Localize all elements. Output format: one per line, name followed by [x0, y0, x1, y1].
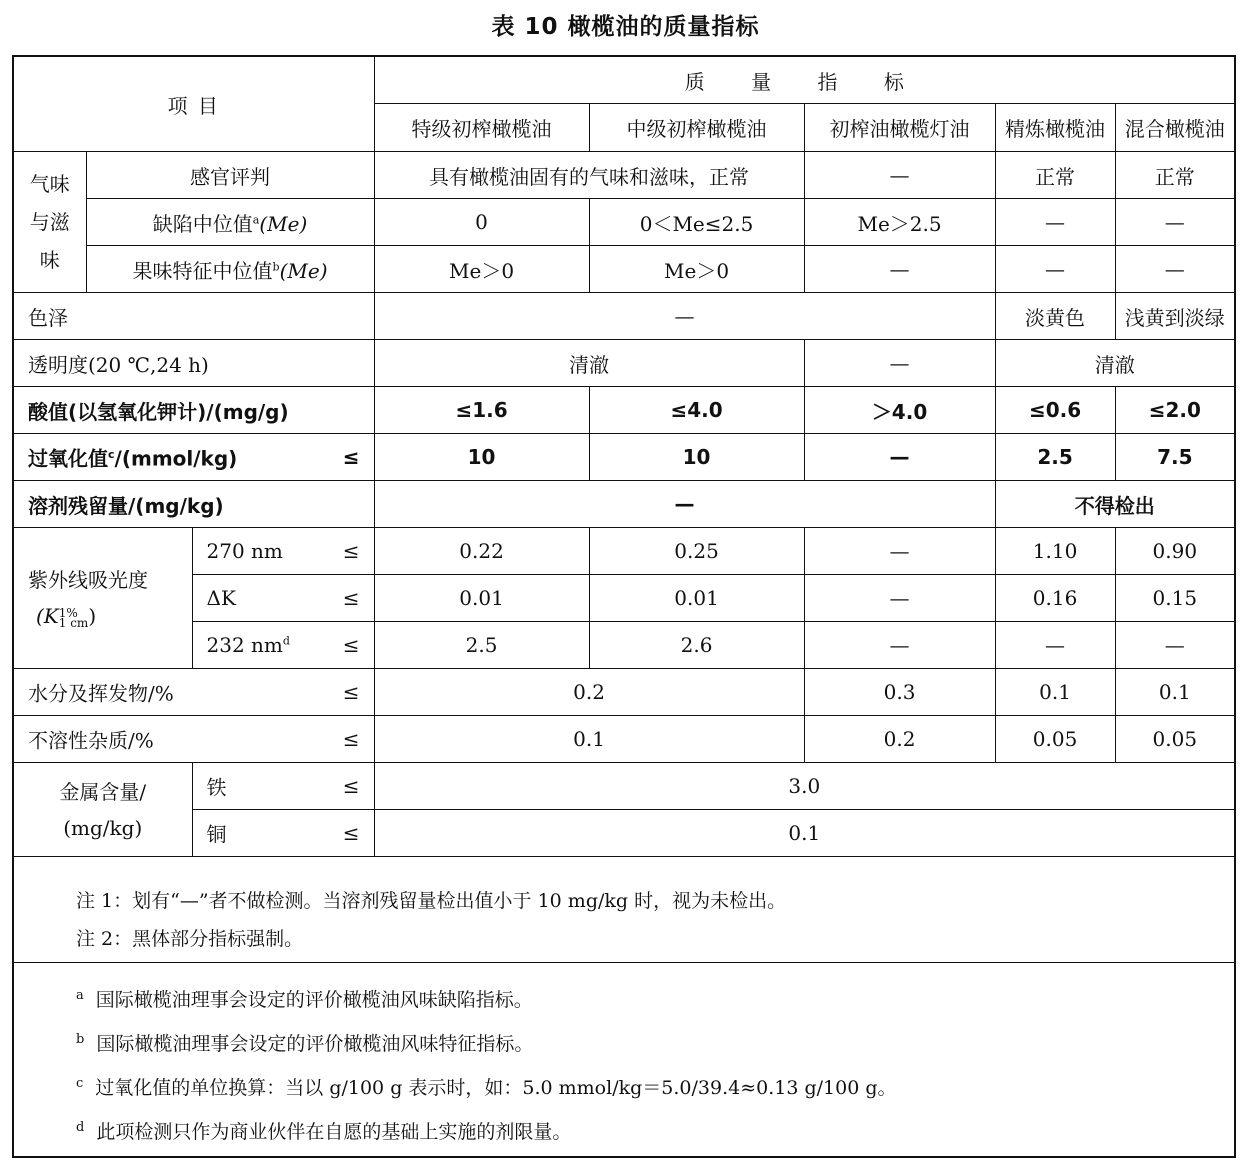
defect-label-text: 缺陷中位值	[152, 211, 253, 236]
footnote-text: 过氧化值的单位换算：当以 g/100 g 表示时，如：5.0 mmol/kg＝5.0/39.4≈0.13 g/100 g。	[95, 1077, 897, 1099]
le-symbol: ≤	[342, 633, 360, 657]
sensory-label	[86, 152, 374, 199]
table-row	[14, 716, 1234, 763]
metal-group-unit: (mg/kg)	[63, 815, 143, 840]
footnote-text: 国际橄榄油理事会设定的评价橄榄油风味特征指标。	[96, 1033, 534, 1055]
table-row	[14, 669, 1234, 716]
uv-label-text: ΔK	[206, 586, 236, 610]
cell: —	[1115, 246, 1234, 293]
defect-label	[86, 199, 374, 246]
cell: 淡黄色	[995, 293, 1115, 340]
copper-label	[192, 810, 374, 857]
cell: —	[374, 293, 995, 340]
table-row	[14, 246, 1234, 293]
cell: 0.2	[804, 716, 995, 763]
col-header: 混合橄榄油	[1115, 104, 1234, 152]
uv-232-text: 232 nm	[206, 633, 283, 657]
table-row	[14, 481, 1234, 528]
le-symbol: ≤	[342, 586, 360, 610]
cell: ≤1.6	[374, 387, 589, 434]
cell: 0.05	[995, 716, 1115, 763]
footnote-c	[76, 1073, 897, 1100]
table-title: 表 10 橄榄油的质量指标	[491, 14, 760, 40]
cell: 0.3	[804, 669, 995, 716]
cell: 0.01	[374, 575, 589, 622]
cell: 0	[374, 199, 589, 246]
cell: 0.22	[374, 528, 589, 575]
moisture-label	[14, 669, 374, 716]
uv-232-label	[192, 622, 374, 669]
cell: 10	[589, 434, 804, 481]
cell: 7.5	[1115, 434, 1234, 481]
cell: 0.01	[589, 575, 804, 622]
le-symbol: ≤	[342, 680, 360, 704]
cell: —	[995, 246, 1115, 293]
footnote-text: 国际橄榄油理事会设定的评价橄榄油风味缺陷指标。	[95, 989, 533, 1011]
cell: 0.16	[995, 575, 1115, 622]
col-header: 特级初榨橄榄油	[374, 104, 589, 152]
acid-label: 酸值(以氢氧化钾计)/(mg/g)	[14, 387, 374, 434]
quality-table	[14, 57, 1234, 857]
header-item-text: 项 目	[167, 93, 220, 118]
fruity-label-text: 果味特征中位值	[132, 258, 273, 283]
flavor-group-text: 气味与滋味	[29, 172, 70, 272]
solvent-label: 溶剂残留量/(mg/kg)	[14, 481, 374, 528]
cell: 0＜Me≤2.5	[589, 199, 804, 246]
iron-label	[192, 763, 374, 810]
cell: —	[804, 434, 995, 481]
sensory-label-text: 感官评判	[190, 164, 271, 189]
footnote-mark: b	[76, 1031, 85, 1047]
cell: Me＞0	[374, 246, 589, 293]
cell: 0.90	[1115, 528, 1234, 575]
header-item	[14, 57, 374, 152]
cell: 0.1	[1115, 669, 1234, 716]
uv-group-text: 紫外线吸光度	[28, 568, 148, 592]
insoluble-label	[14, 716, 374, 763]
cell: —	[995, 622, 1115, 669]
iron-text: 铁	[206, 775, 227, 800]
header-row-1	[14, 57, 1234, 104]
flavor-group-label	[14, 152, 86, 293]
table-row	[14, 152, 1234, 199]
cell: —	[804, 152, 995, 199]
footnote-a	[76, 985, 533, 1012]
cell: 0.05	[1115, 716, 1234, 763]
peroxide-label-text	[28, 443, 237, 472]
cell: Me＞2.5	[804, 199, 995, 246]
cell: 正常	[1115, 152, 1234, 199]
notes-section	[14, 868, 1234, 963]
cell: 清澈	[995, 340, 1234, 387]
cell: 2.5	[995, 434, 1115, 481]
metal-group-text: 金属含量/	[59, 779, 147, 804]
cell: 清澈	[374, 340, 804, 387]
footnote-mark: c	[108, 447, 115, 461]
footnote-d	[76, 1117, 571, 1144]
cell: 2.6	[589, 622, 804, 669]
uv-270-label	[192, 528, 374, 575]
cell: —	[1115, 622, 1234, 669]
uv-group-unit: (K 1% 1 cm )	[36, 604, 97, 630]
uv-label-text: 270 nm	[206, 539, 283, 563]
footnote-mark: d	[282, 634, 290, 648]
footnote-mark: b	[272, 259, 280, 273]
footnote-mark: a	[76, 987, 84, 1003]
cell: 具有橄榄油固有的气味和滋味，正常	[374, 152, 804, 199]
le-symbol: ≤	[342, 774, 360, 798]
uv-group-label	[14, 528, 192, 669]
cell: 0.1	[374, 716, 804, 763]
footnote-b	[76, 1029, 533, 1056]
cell: ≤4.0	[589, 387, 804, 434]
cell: 0.15	[1115, 575, 1234, 622]
table-row	[14, 293, 1234, 340]
table-row	[14, 387, 1234, 434]
peroxide-unit: /(mmol/kg)	[114, 446, 238, 471]
table-row	[14, 763, 1234, 810]
cell: 10	[374, 434, 589, 481]
cell: —	[374, 481, 995, 528]
cell: ≤0.6	[995, 387, 1115, 434]
cell: —	[804, 340, 995, 387]
cell: 正常	[995, 152, 1115, 199]
table-row	[14, 622, 1234, 669]
le-symbol: ≤	[342, 445, 360, 469]
insoluble-label-text: 不溶性杂质/%	[28, 728, 154, 753]
header-quality-text: 质 量 指 标	[684, 69, 924, 94]
le-symbol: ≤	[342, 539, 360, 563]
col-header: 初榨油橄榄灯油	[804, 104, 995, 152]
moisture-label-text: 水分及挥发物/%	[28, 681, 174, 706]
uv-label-text	[207, 633, 290, 657]
col-header: 精炼橄榄油	[995, 104, 1115, 152]
cell: —	[804, 622, 995, 669]
table-row	[14, 434, 1234, 481]
cell: ≤2.0	[1115, 387, 1234, 434]
cell: 0.2	[374, 669, 804, 716]
cell: —	[1115, 199, 1234, 246]
uv-dk-label	[192, 575, 374, 622]
cell: 0.1	[995, 669, 1115, 716]
footnote-text: 此项检测只作为商业伙伴在自愿的基础上实施的剂限量。	[96, 1121, 572, 1143]
table-row	[14, 528, 1234, 575]
cell: —	[804, 246, 995, 293]
footnote-mark: a	[252, 212, 260, 226]
le-symbol: ≤	[342, 727, 360, 751]
cell: 3.0	[374, 763, 1234, 810]
cell: 不得检出	[995, 481, 1234, 528]
cell: 0.1	[374, 810, 1234, 857]
cell: 浅黄到淡绿	[1115, 293, 1234, 340]
fruity-label	[86, 246, 374, 293]
cell: Me＞0	[589, 246, 804, 293]
defect-unit: (Me)	[259, 211, 308, 236]
table-row	[14, 810, 1234, 857]
note-2: 注 2：黑体部分指标强制。	[76, 928, 304, 950]
table-row	[14, 340, 1234, 387]
cell: —	[995, 199, 1115, 246]
clarity-label: 透明度(20 ℃,24 h)	[14, 340, 374, 387]
footnote-mark: d	[76, 1119, 85, 1135]
metal-group-label	[14, 763, 192, 857]
cell: ＞4.0	[804, 387, 995, 434]
cell: 0.25	[589, 528, 804, 575]
footnote-mark: c	[76, 1075, 84, 1091]
table-row	[14, 575, 1234, 622]
cell: —	[804, 528, 995, 575]
fruity-unit: (Me)	[279, 258, 328, 283]
color-label: 色泽	[14, 293, 374, 340]
note-1: 注 1：划有“—”者不做检测。当溶剂残留量检出值小于 10 mg/kg 时，视为未检出。	[76, 890, 787, 912]
cell: 1.10	[995, 528, 1115, 575]
table-row	[14, 199, 1234, 246]
col-header: 中级初榨橄榄油	[589, 104, 804, 152]
le-symbol: ≤	[342, 821, 360, 845]
peroxide-name: 过氧化值	[28, 446, 108, 471]
quality-table-frame	[12, 55, 1236, 1158]
peroxide-label	[14, 434, 374, 481]
cell: 2.5	[374, 622, 589, 669]
copper-text: 铜	[206, 822, 227, 847]
header-quality	[374, 57, 1234, 104]
cell: —	[804, 575, 995, 622]
uv-unit-scripts: 1% 1 cm	[58, 606, 89, 630]
